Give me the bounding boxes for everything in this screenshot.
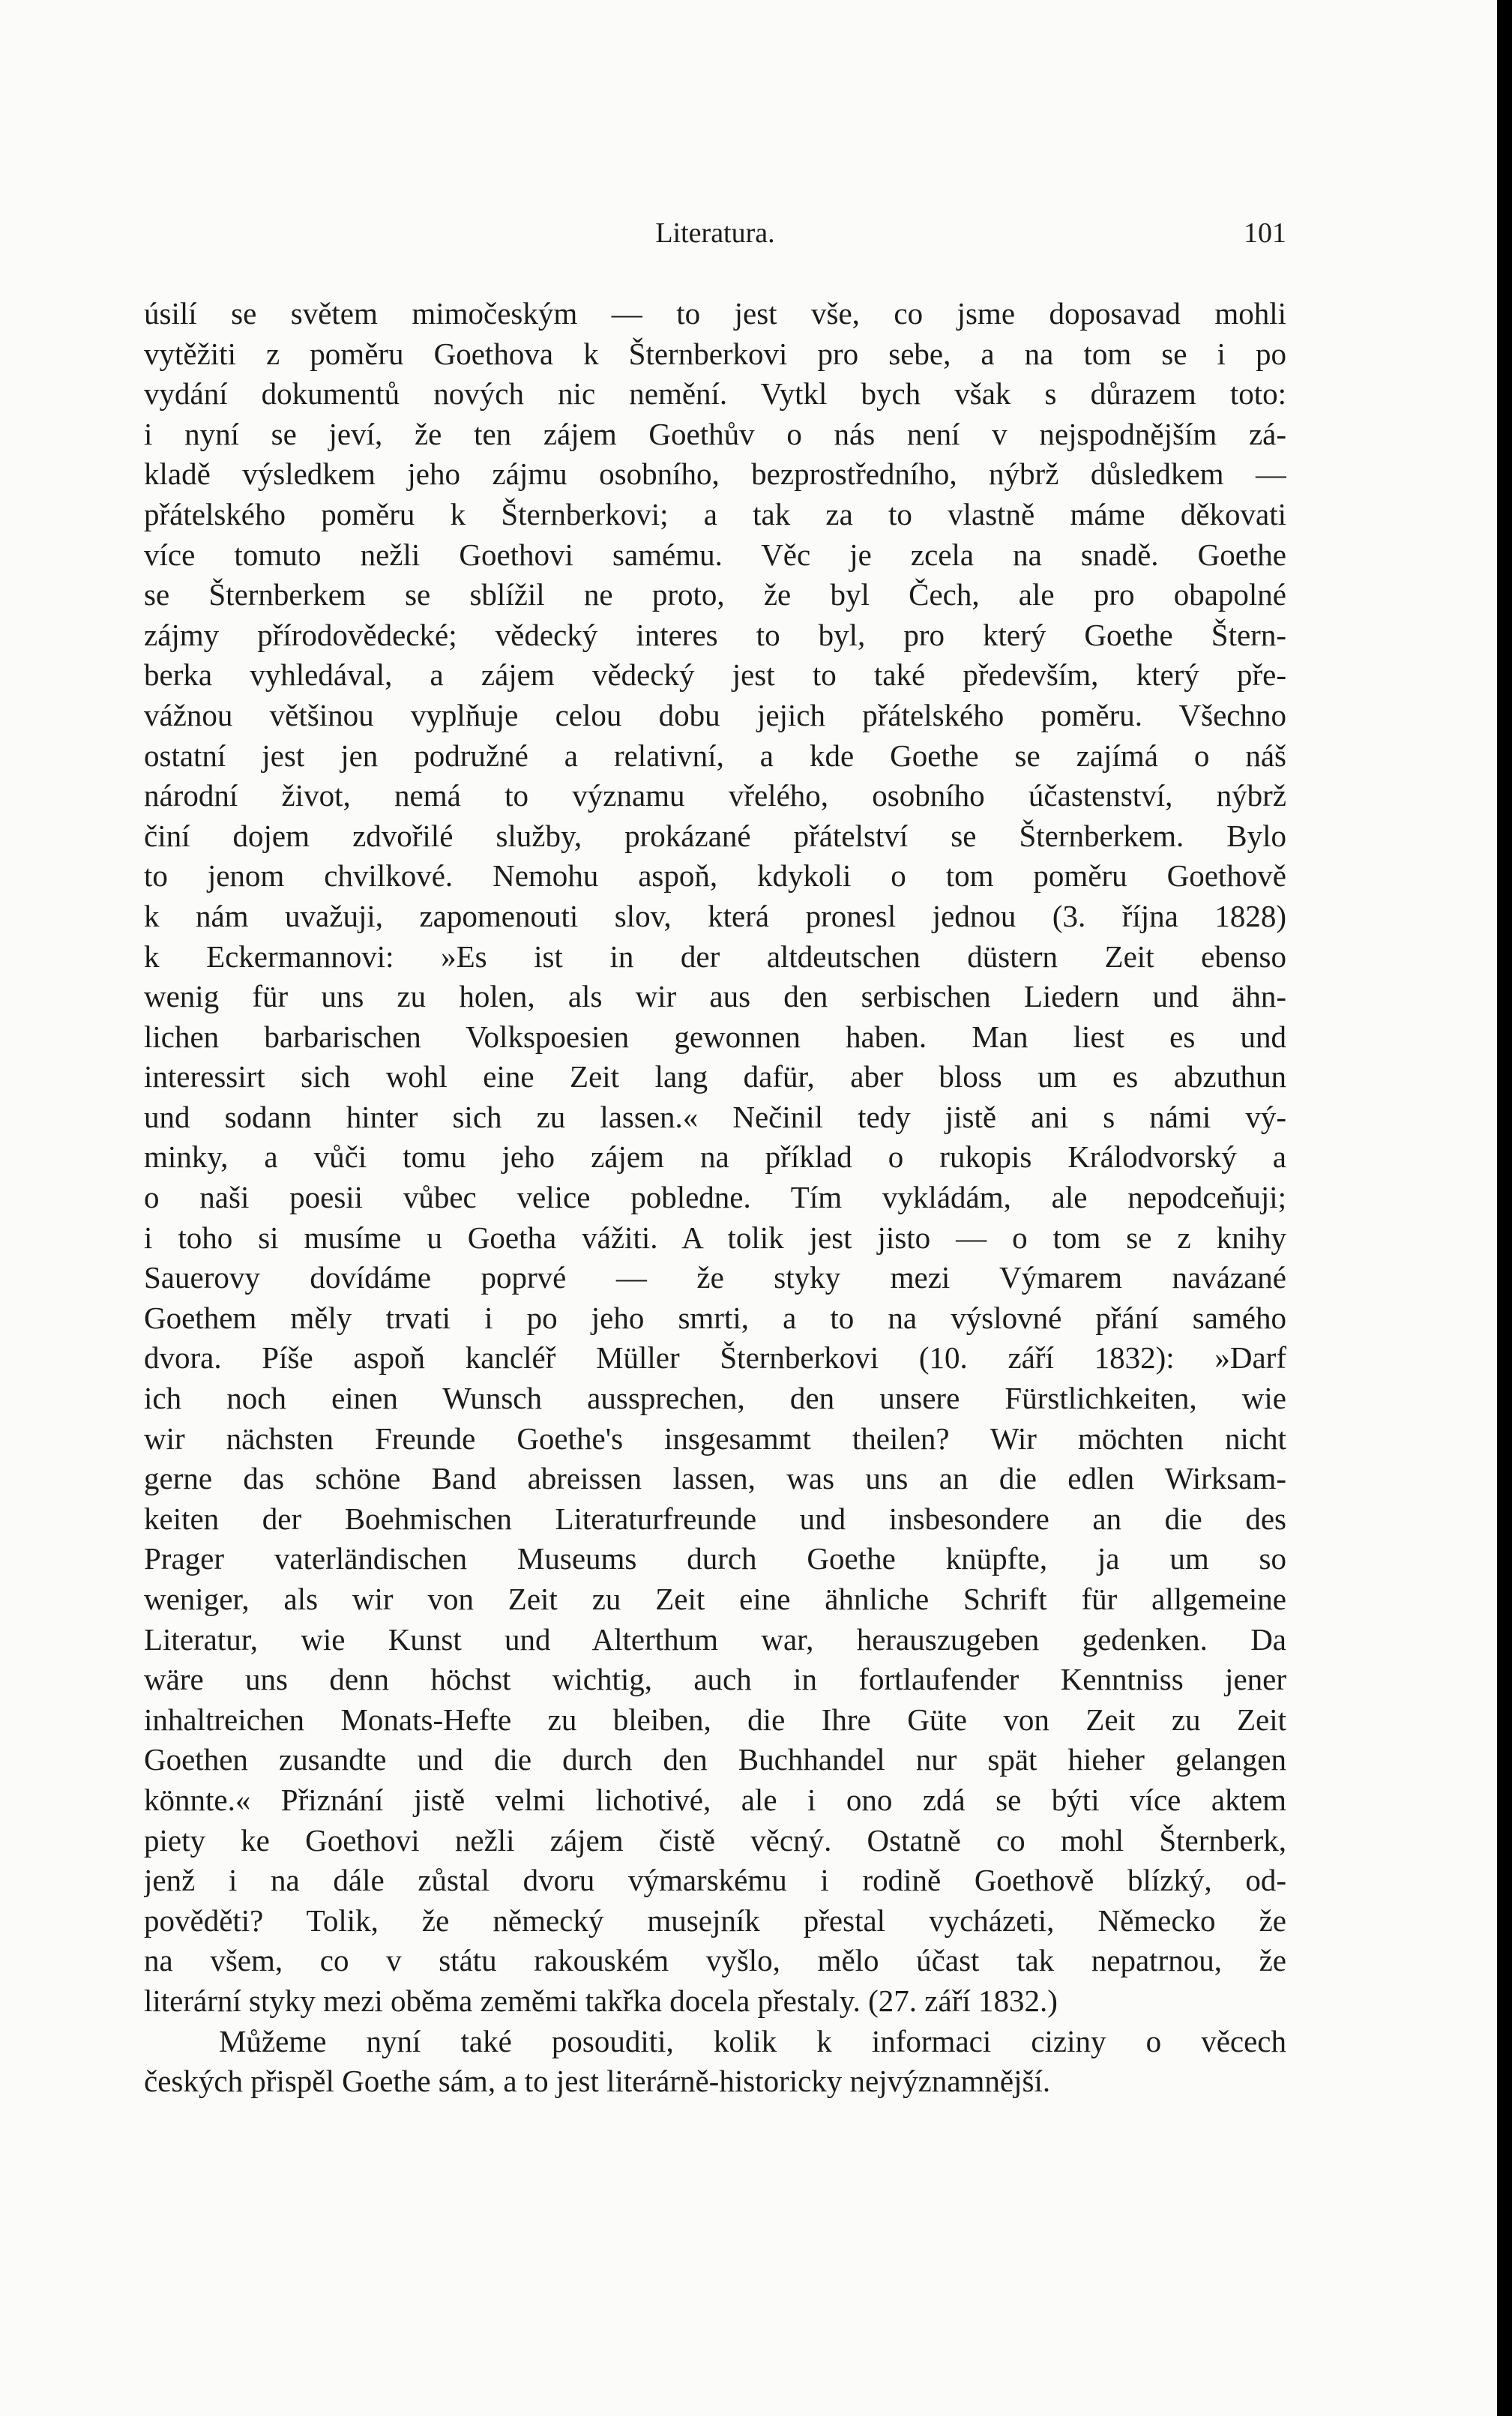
text-line: wäre uns denn höchst wichtig, auch in fortlaufender Kenntniss jener [144,1662,1286,1697]
text-line: lichen barbarischen Volkspoesien gewonnen haben. Man liest es und [144,1019,1286,1054]
text-line: Sauerovy dovídáme poprvé — že styky mezi Výmarem navázané [144,1260,1286,1295]
text-line: zájmy přírodovědecké; vědecký interes to byl, pro který Goethe Štern- [144,617,1286,652]
text-line: vydání dokumentů nových nic nemění. Vytkl bych však s důrazem toto: [144,376,1286,412]
text-line: se Šternberkem se sblížil ne proto, že byl Čech, ale pro obapolné [144,577,1286,612]
text-line: o naši poesii vůbec velice pobledne. Tím vykládám, ale nepodceňuji; [144,1180,1286,1215]
text-line: vytěžiti z poměru Goethova k Šternberkovi pro sebe, a na tom se i po [144,336,1286,371]
page-header [144,214,1286,252]
text-line: vážnou většinou vyplňuje celou dobu jejich přátelského poměru. Všechno [144,697,1286,732]
text-line: gerne das schöne Band abreissen lassen, was uns an die edlen Wirksam- [144,1461,1286,1496]
text-line: na všem, co v státu rakouském vyšlo, mělo účast tak nepatrnou, že [144,1943,1286,1978]
text-line: Goethen zusandte und die durch den Buchhandel nur spät hieher gelangen [144,1742,1286,1777]
text-line: k Eckermannovi: »Es ist in der altdeutschen düstern Zeit ebenso [144,939,1286,974]
text-line: i toho si musíme u Goetha vážiti. A tolik jest jisto — o tom se z knihy [144,1220,1286,1255]
text-line: přátelského poměru k Šternberkovi; a tak za to vlastně máme děkovati [144,496,1286,531]
text-line: interessirt sich wohl eine Zeit lang dafür, aber bloss um es abzuthun [144,1059,1286,1094]
body-text [144,294,1286,2102]
text-line: ich noch einen Wunsch aussprechen, den unsere Fürstlichkeiten, wie [144,1381,1286,1416]
text-line: kladě výsledkem jeho zájmu osobního, bezprostředního, nýbrž důsledkem — [144,457,1286,492]
page-number: 101 [1244,217,1286,249]
text-line: pověděti? Tolik, že německý musejník přestal vycházeti, Německo že [144,1903,1286,1938]
text-line: k nám uvažuji, zapomenouti slov, která pronesl jednou (3. října 1828) [144,898,1286,933]
text-line: literární styky mezi oběma zeměmi takřka docela přestaly. (27. září 1832.) [144,1983,1058,2018]
text-line: úsilí se světem mimočeským — to jest vše, co jsme doposavad mohli [144,296,1286,331]
text-line: jenž i na dále zůstal dvoru výmarskému i rodině Goethově blízký, od- [144,1863,1286,1898]
text-line: keiten der Boehmischen Literaturfreunde und insbesondere an die des [144,1501,1286,1536]
text-line: Literatur, wie Kunst und Alterthum war, herauszugeben gedenken. Da [144,1621,1286,1657]
text-line: činí dojem zdvořilé služby, prokázané přátelství se Šternberkem. Bylo [144,818,1286,853]
text-line: und sodann hinter sich zu lassen.« Nečinil tedy jistě ani s námi vý- [144,1099,1286,1134]
text-line: Můžeme nyní také posouditi, kolik k informaci ciziny o věcech [219,2023,1286,2058]
text-line: více tomuto nežli Goethovi samému. Věc je zcela na snadě. Goethe [144,537,1286,572]
text-line: Prager vaterländischen Museums durch Goethe knüpfte, ja um so [144,1541,1286,1576]
text-line: ostatní jest jen podružné a relativní, a kde Goethe se zajímá o náš [144,738,1286,773]
running-title: Literatura. [655,217,775,249]
text-line: inhaltreichen Monats-Hefte zu bleiben, die Ihre Güte von Zeit zu Zeit [144,1702,1286,1737]
text-line: minky, a vůči tomu jeho zájem na příklad o rukopis Králodvorský a [144,1139,1286,1175]
text-line: berka vyhledával, a zájem vědecký jest to také především, který pře- [144,657,1286,693]
text-line: národní život, nemá to významu vřelého, osobního účastenství, nýbrž [144,778,1286,813]
text-line: i nyní se jeví, že ten zájem Goethův o nás není v nejspodnějším zá- [144,416,1286,451]
text-line: českých přispěl Goethe sám, a to jest literárně-historicky nejvýznamnější. [144,2064,1051,2099]
text-line: to jenom chvilkové. Nemohu aspoň, kdykoli o tom poměru Goethově [144,858,1286,894]
text-line: weniger, als wir von Zeit zu Zeit eine ähnliche Schrift für allgemeine [144,1582,1286,1616]
text-line: piety ke Goethovi nežli zájem čistě věcný. Ostatně co mohl Šternberk, [144,1822,1286,1858]
text-line: wir nächsten Freunde Goethe's insgesammt theilen? Wir möchten nicht [144,1421,1286,1456]
text-line: dvora. Píše aspoň kancléř Müller Šternberkovi (10. září 1832): »Darf [144,1340,1286,1376]
text-line: wenig für uns zu holen, als wir aus den serbischen Liedern und ähn- [144,979,1286,1014]
text-line: Goethem měly trvati i po jeho smrti, a to na výslovné přání samého [144,1300,1286,1335]
text-line: könnte.« Přiznání jistě velmi lichotivé, ale i ono zdá se býti více aktem [144,1782,1286,1817]
